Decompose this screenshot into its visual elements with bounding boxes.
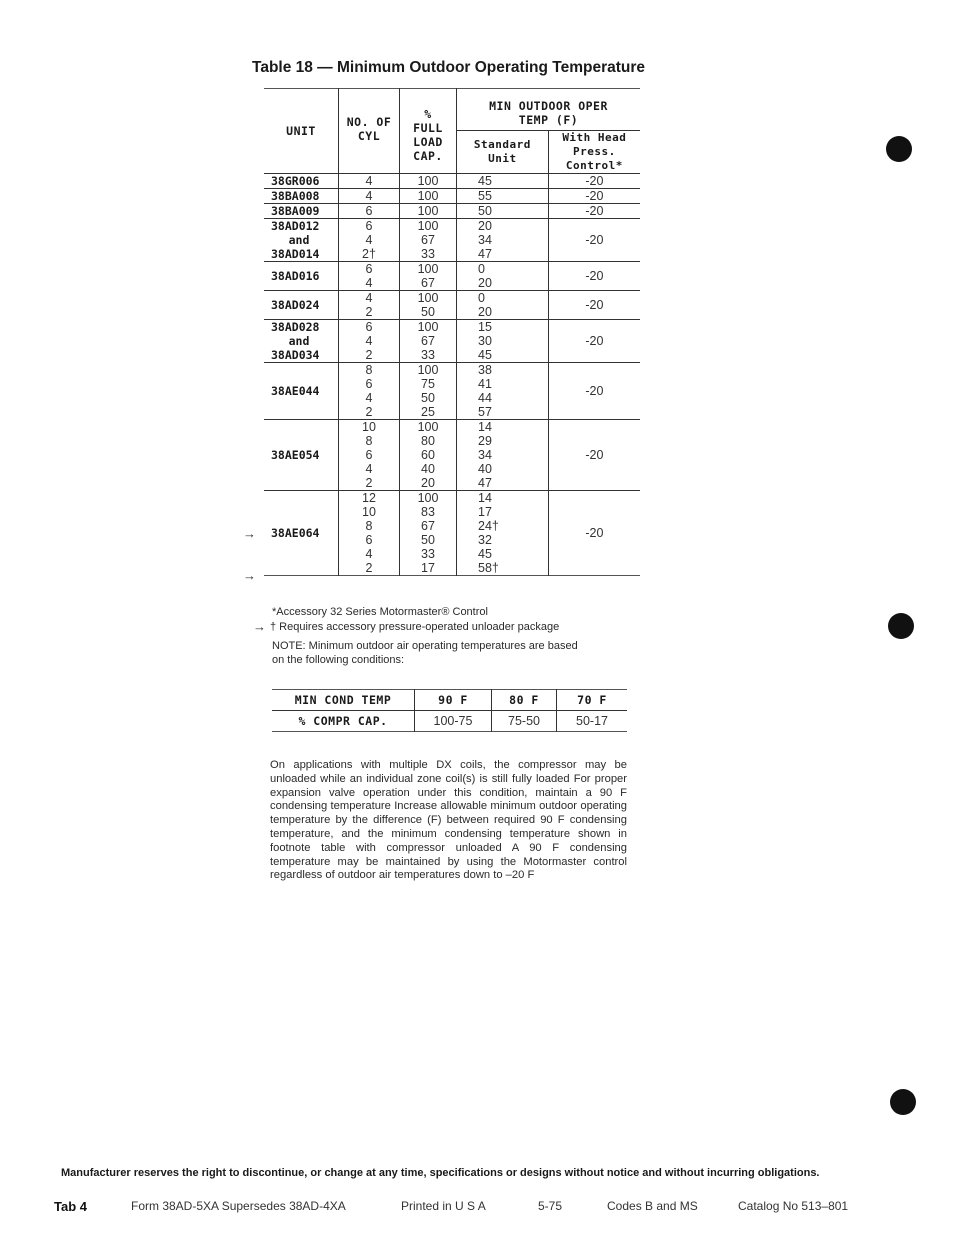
cell-head-press: -20 [585,233,604,247]
table-row [264,204,640,219]
cell-cyl: 2 [339,561,400,576]
cell-cyl: 2 [339,348,400,363]
cell-cyl: 4 [339,291,400,306]
cell-standard: 14 [457,420,549,435]
table-header-row-1 [264,89,640,131]
cond-temp-80: 80 F [492,690,557,711]
unit-model: 38BA009 [271,204,320,218]
cell-head-press: -20 [585,298,604,312]
cell-standard: 58† [457,561,549,576]
cell-cyl: 2† [339,247,400,262]
cell-standard: 45 [457,348,549,363]
cell-cyl: 4 [339,233,400,247]
cell-cyl: 4 [339,189,400,204]
application-note-paragraph: On applications with multiple DX coils, the compressor may be unloaded while an individual zone coil(s) is still fully loaded For proper expansion valve operation under this condition, maintain a 90 F condensing temperature Increase allowable minimum outdoor operating temperature by the difference (F) between required 90 F condensing temperature, and the minimum condensing temperature shown in footnote table with compressor unloaded A 90 F condensing temperature may be maintained by using the Motormaster control regardless of outdoor air temperatures down to –20 F [270,759,627,882]
cell-standard: 0 [457,291,549,306]
header-unit: UNIT [264,89,339,174]
cell-cap: 100 [400,262,457,277]
cell-cyl: 6 [339,377,400,391]
min-outdoor-temp-table [264,88,640,576]
cell-unit [264,291,339,320]
cell-standard: 20 [457,305,549,320]
table-row [264,262,640,277]
cell-cyl: 8 [339,434,400,448]
cell-cyl: 4 [339,391,400,405]
revision-arrow-3: → [253,619,266,634]
cond-temp-90: 90 F [415,690,492,711]
cell-standard: 15 [457,320,549,335]
cond-temp-label: MIN COND TEMP [272,690,415,711]
cond-row-temp [272,690,627,711]
unit-model: 38AD012 [271,219,320,233]
unit-model: 38AD024 [271,298,320,312]
revision-arrow-2: → [243,568,256,583]
cell-cyl: 4 [339,334,400,348]
cell-unit [264,320,339,363]
cell-cyl: 10 [339,420,400,435]
cell-cap: 50 [400,305,457,320]
cell-head-press: -20 [585,204,604,218]
table-row [264,174,640,189]
cell-standard: 38 [457,363,549,378]
cell-cap: 100 [400,174,457,189]
unit-model: 38BA008 [271,189,320,203]
cell-unit [264,491,339,576]
cell-unit [264,189,339,204]
cell-cap: 100 [400,189,457,204]
cell-cyl: 10 [339,505,400,519]
cell-cyl: 2 [339,405,400,420]
cell-cyl: 8 [339,519,400,533]
cell-cap: 50 [400,533,457,547]
cell-standard: 17 [457,505,549,519]
cell-standard: 30 [457,334,549,348]
unit-model: 38AE044 [271,384,320,398]
cell-cap: 33 [400,547,457,561]
footer-printed: Printed in U S A [401,1199,486,1213]
table-row [264,320,640,335]
cell-cyl: 4 [339,462,400,476]
cell-standard: 40 [457,462,549,476]
cell-cyl: 6 [339,219,400,234]
unit-model: 38AD034 [271,348,320,362]
cell-standard: 55 [457,189,549,204]
cell-head-press: -20 [585,174,604,188]
cell-cap: 100 [400,491,457,506]
cell-head-press: -20 [585,334,604,348]
table-row [264,189,640,204]
unit-and: and [288,334,310,348]
cell-standard: 50 [457,204,549,219]
header-cap: % FULL LOAD CAP. [400,89,457,174]
cell-standard: 47 [457,247,549,262]
cell-cyl: 2 [339,476,400,491]
cell-standard: 44 [457,391,549,405]
cell-cap: 100 [400,363,457,378]
cell-head-press: -20 [585,269,604,283]
cell-head-press: -20 [585,189,604,203]
cell-cyl: 6 [339,262,400,277]
footer-form: Form 38AD-5XA Supersedes 38AD-4XA [131,1199,346,1213]
cell-standard: 29 [457,434,549,448]
header-temp: MIN OUTDOOR OPER TEMP (F) [457,89,641,131]
cell-standard: 24† [457,519,549,533]
conditions-table [272,689,627,732]
cell-cap: 100 [400,291,457,306]
cell-cap: 33 [400,247,457,262]
cond-cap-80: 75-50 [492,711,557,732]
table-title: Table 18 — Minimum Outdoor Operating Temperature [252,59,646,76]
binder-hole-dot [888,613,914,639]
cell-cap: 100 [400,219,457,234]
header-head-press: With Head Press. Control* [562,131,627,172]
table-row [264,363,640,378]
revision-arrow-1: → [243,526,256,541]
cell-unit [264,219,339,262]
unit-model: 38AE054 [271,448,320,462]
cell-head-press: -20 [585,526,604,540]
cell-unit [264,420,339,491]
unit-model: 38GR006 [271,174,320,188]
cell-standard: 32 [457,533,549,547]
cell-standard: 57 [457,405,549,420]
cell-standard: 20 [457,276,549,291]
cell-standard: 14 [457,491,549,506]
binder-hole-dot [886,136,912,162]
note-line-1: NOTE: Minimum outdoor air operating temperatures are based [272,640,578,652]
cell-cap: 67 [400,334,457,348]
cell-cap: 100 [400,320,457,335]
cell-unit [264,174,339,189]
cell-cyl: 4 [339,276,400,291]
cond-cap-label: % COMPR CAP. [272,711,415,732]
cell-unit [264,204,339,219]
footer-codes: Codes B and MS [607,1199,698,1213]
cell-head-press: -20 [585,384,604,398]
cell-head-press: -20 [585,448,604,462]
cell-cap: 40 [400,462,457,476]
footer-date: 5-75 [538,1199,563,1213]
table-row [264,291,640,306]
cell-standard: 41 [457,377,549,391]
cell-standard: 34 [457,448,549,462]
cell-cyl: 2 [339,305,400,320]
table-body [264,174,640,576]
cell-cap: 25 [400,405,457,420]
table-row [264,219,640,234]
cell-cap: 75 [400,377,457,391]
cell-cap: 83 [400,505,457,519]
table-row [264,420,640,435]
cell-cyl: 6 [339,533,400,547]
cell-standard: 45 [457,547,549,561]
cond-cap-90: 100-75 [415,711,492,732]
cell-cap: 67 [400,519,457,533]
footnote-requires: † Requires accessory pressure-operated unloader package [270,621,560,633]
cell-standard: 20 [457,219,549,234]
cell-cyl: 8 [339,363,400,378]
cell-standard: 0 [457,262,549,277]
cell-cyl: 6 [339,448,400,462]
cond-temp-70: 70 F [577,693,607,707]
unit-model: 38AD016 [271,269,320,283]
disclaimer: Manufacturer reserves the right to discontinue, or change at any time, specifications or designs without notice and without incurring obligations. [61,1167,820,1179]
cell-cap: 33 [400,348,457,363]
cell-standard: 47 [457,476,549,491]
cell-cyl: 4 [339,547,400,561]
cond-cap-70: 50-17 [576,714,608,728]
unit-model: 38AD028 [271,320,320,334]
cell-unit [264,363,339,420]
cell-unit [264,262,339,291]
cell-cyl: 12 [339,491,400,506]
note-line-2: on the following conditions: [272,654,405,666]
cell-cyl: 6 [339,320,400,335]
unit-model: 38AE064 [271,526,320,540]
cell-cap: 50 [400,391,457,405]
binder-hole-dot [890,1089,916,1115]
cell-cap: 80 [400,434,457,448]
cell-cap: 60 [400,448,457,462]
footer-tab: Tab 4 [54,1199,87,1214]
unit-and: and [288,233,310,247]
header-cyl: NO. OF CYL [339,89,400,174]
cell-cyl: 4 [339,174,400,189]
cell-cap: 100 [400,204,457,219]
footer-catalog: Catalog No 513–801 [738,1199,849,1213]
cell-cap: 20 [400,476,457,491]
cell-cap: 67 [400,233,457,247]
cell-cap: 67 [400,276,457,291]
table-row [264,491,640,506]
footnote-accessory: *Accessory 32 Series Motormaster® Control [272,606,488,618]
cell-cap: 17 [400,561,457,576]
cell-cap: 100 [400,420,457,435]
cond-row-cap [272,711,627,732]
cell-cyl: 6 [339,204,400,219]
cell-standard: 34 [457,233,549,247]
unit-model: 38AD014 [271,247,320,261]
cell-standard: 45 [457,174,549,189]
header-standard: Standard Unit [457,131,549,174]
